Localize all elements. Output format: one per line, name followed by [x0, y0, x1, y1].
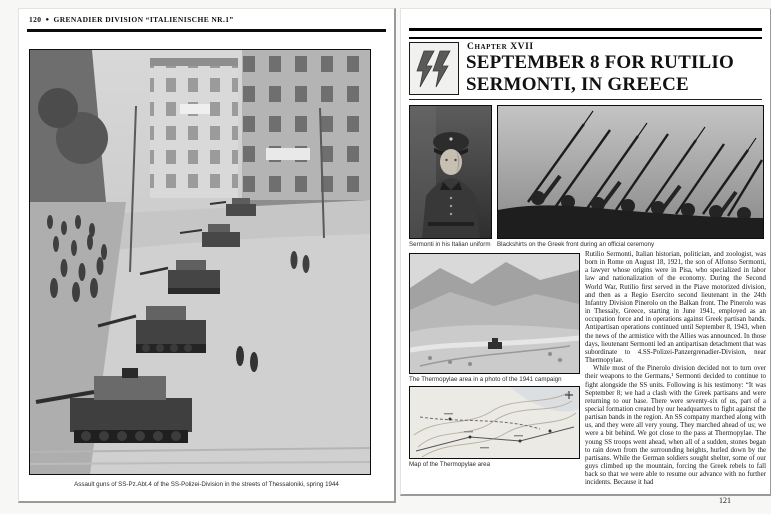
- running-header: [29, 15, 234, 24]
- assault-guns-photo-art: [30, 50, 370, 474]
- chapter-title: SEPTEMBER 8 FOR RUTILIO SERMONTI, IN GREECE: [466, 52, 735, 95]
- thermopylae-caption: The Thermopylae area in a photo of the 1941 campaign: [409, 376, 562, 383]
- header-rule: [27, 29, 386, 32]
- right-page: [400, 8, 771, 496]
- bullet-separator: ●: [45, 17, 50, 23]
- blackshirts-caption: Blackshirts on the Greek front during an official ceremony: [497, 241, 655, 248]
- body-paragraph-1: Rutilio Sermonti, Italian historian, politician, and zoologist, was born in Rome on August 18, 1921, the son of Alfonso Sermonti, a lawyer whose origins were in Pisa, who specialized in labor law and nationalization of the economy. During the Second World War, Rutilio first served in the Piave motorized division, and then as a Regio Esercito second lieutenant in the 24th Infantry Division Pinerolo on the Balkan front. The Pinerolo was in Thessaly, Greece, starting in June 1941, employed as an occupation force and in operations against Greek partisan bands. Antipartisan operations continued until September 8, 1943, when the news of the armistice with the Allies was announced. In those days, lieutenant Sermonti led an antipartisan detachment that was subordinate to 4.SS-Polizei-Panzergrenadier-Division, near Thermopylae.: [585, 251, 766, 365]
- thermopylae-map: [409, 386, 580, 459]
- portrait-caption: Sermonti in his Italian uniform: [409, 241, 491, 248]
- chapter-top-rule: [409, 28, 762, 39]
- left-page: [18, 8, 396, 503]
- thermopylae-photo: [409, 253, 580, 374]
- body-paragraph-2: While most of the Pinerolo division decided not to turn over their weapons to the Germans,¹ Sermonti decided to continue to fight alongside the SS units. Following is his testimony: “It was September 8; we had a clash with the Greek partisans and were returning to our base. There were seventy-six of us, part of a special formation created by our headquarters to fight against the partisan bands in the region. An SS company marched along with us, and they were all very young. They marched ahead of us; we were a bit behind. We got close to the pass at Thermopylae. The young SS troops went ahead, when all of a sudden, stones began to rain down from the surrounding heights, hurled down by the partisans. While the German soldiers sought shelter, some of our guys climbed up the mountain, forcing the Greek rebels to fall back so that we were able to resume our advance with no further incidents. Because it had: [585, 365, 766, 487]
- blackshirts-photo: [497, 105, 764, 239]
- chapter-bottom-rule: [409, 99, 762, 100]
- map-caption: Map of the Thermopylae area: [409, 461, 491, 468]
- assault-guns-caption: Assault guns of SS-Pz.Abt.4 of the SS-Polizei-Division in the streets of Thessaloniki, spring 1944: [74, 481, 339, 488]
- running-header-title: GRENADIER DIVISION “ITALIENISCHE NR.1”: [53, 15, 234, 24]
- body-text: [585, 251, 766, 488]
- folio-left: 120: [29, 15, 42, 24]
- ss-runes-icon: [409, 42, 459, 95]
- chapter-label: Chapter XVII: [467, 42, 534, 52]
- assault-guns-photo: [29, 49, 371, 475]
- folio-right: 121: [719, 496, 731, 505]
- sermonti-portrait-photo: [409, 105, 492, 239]
